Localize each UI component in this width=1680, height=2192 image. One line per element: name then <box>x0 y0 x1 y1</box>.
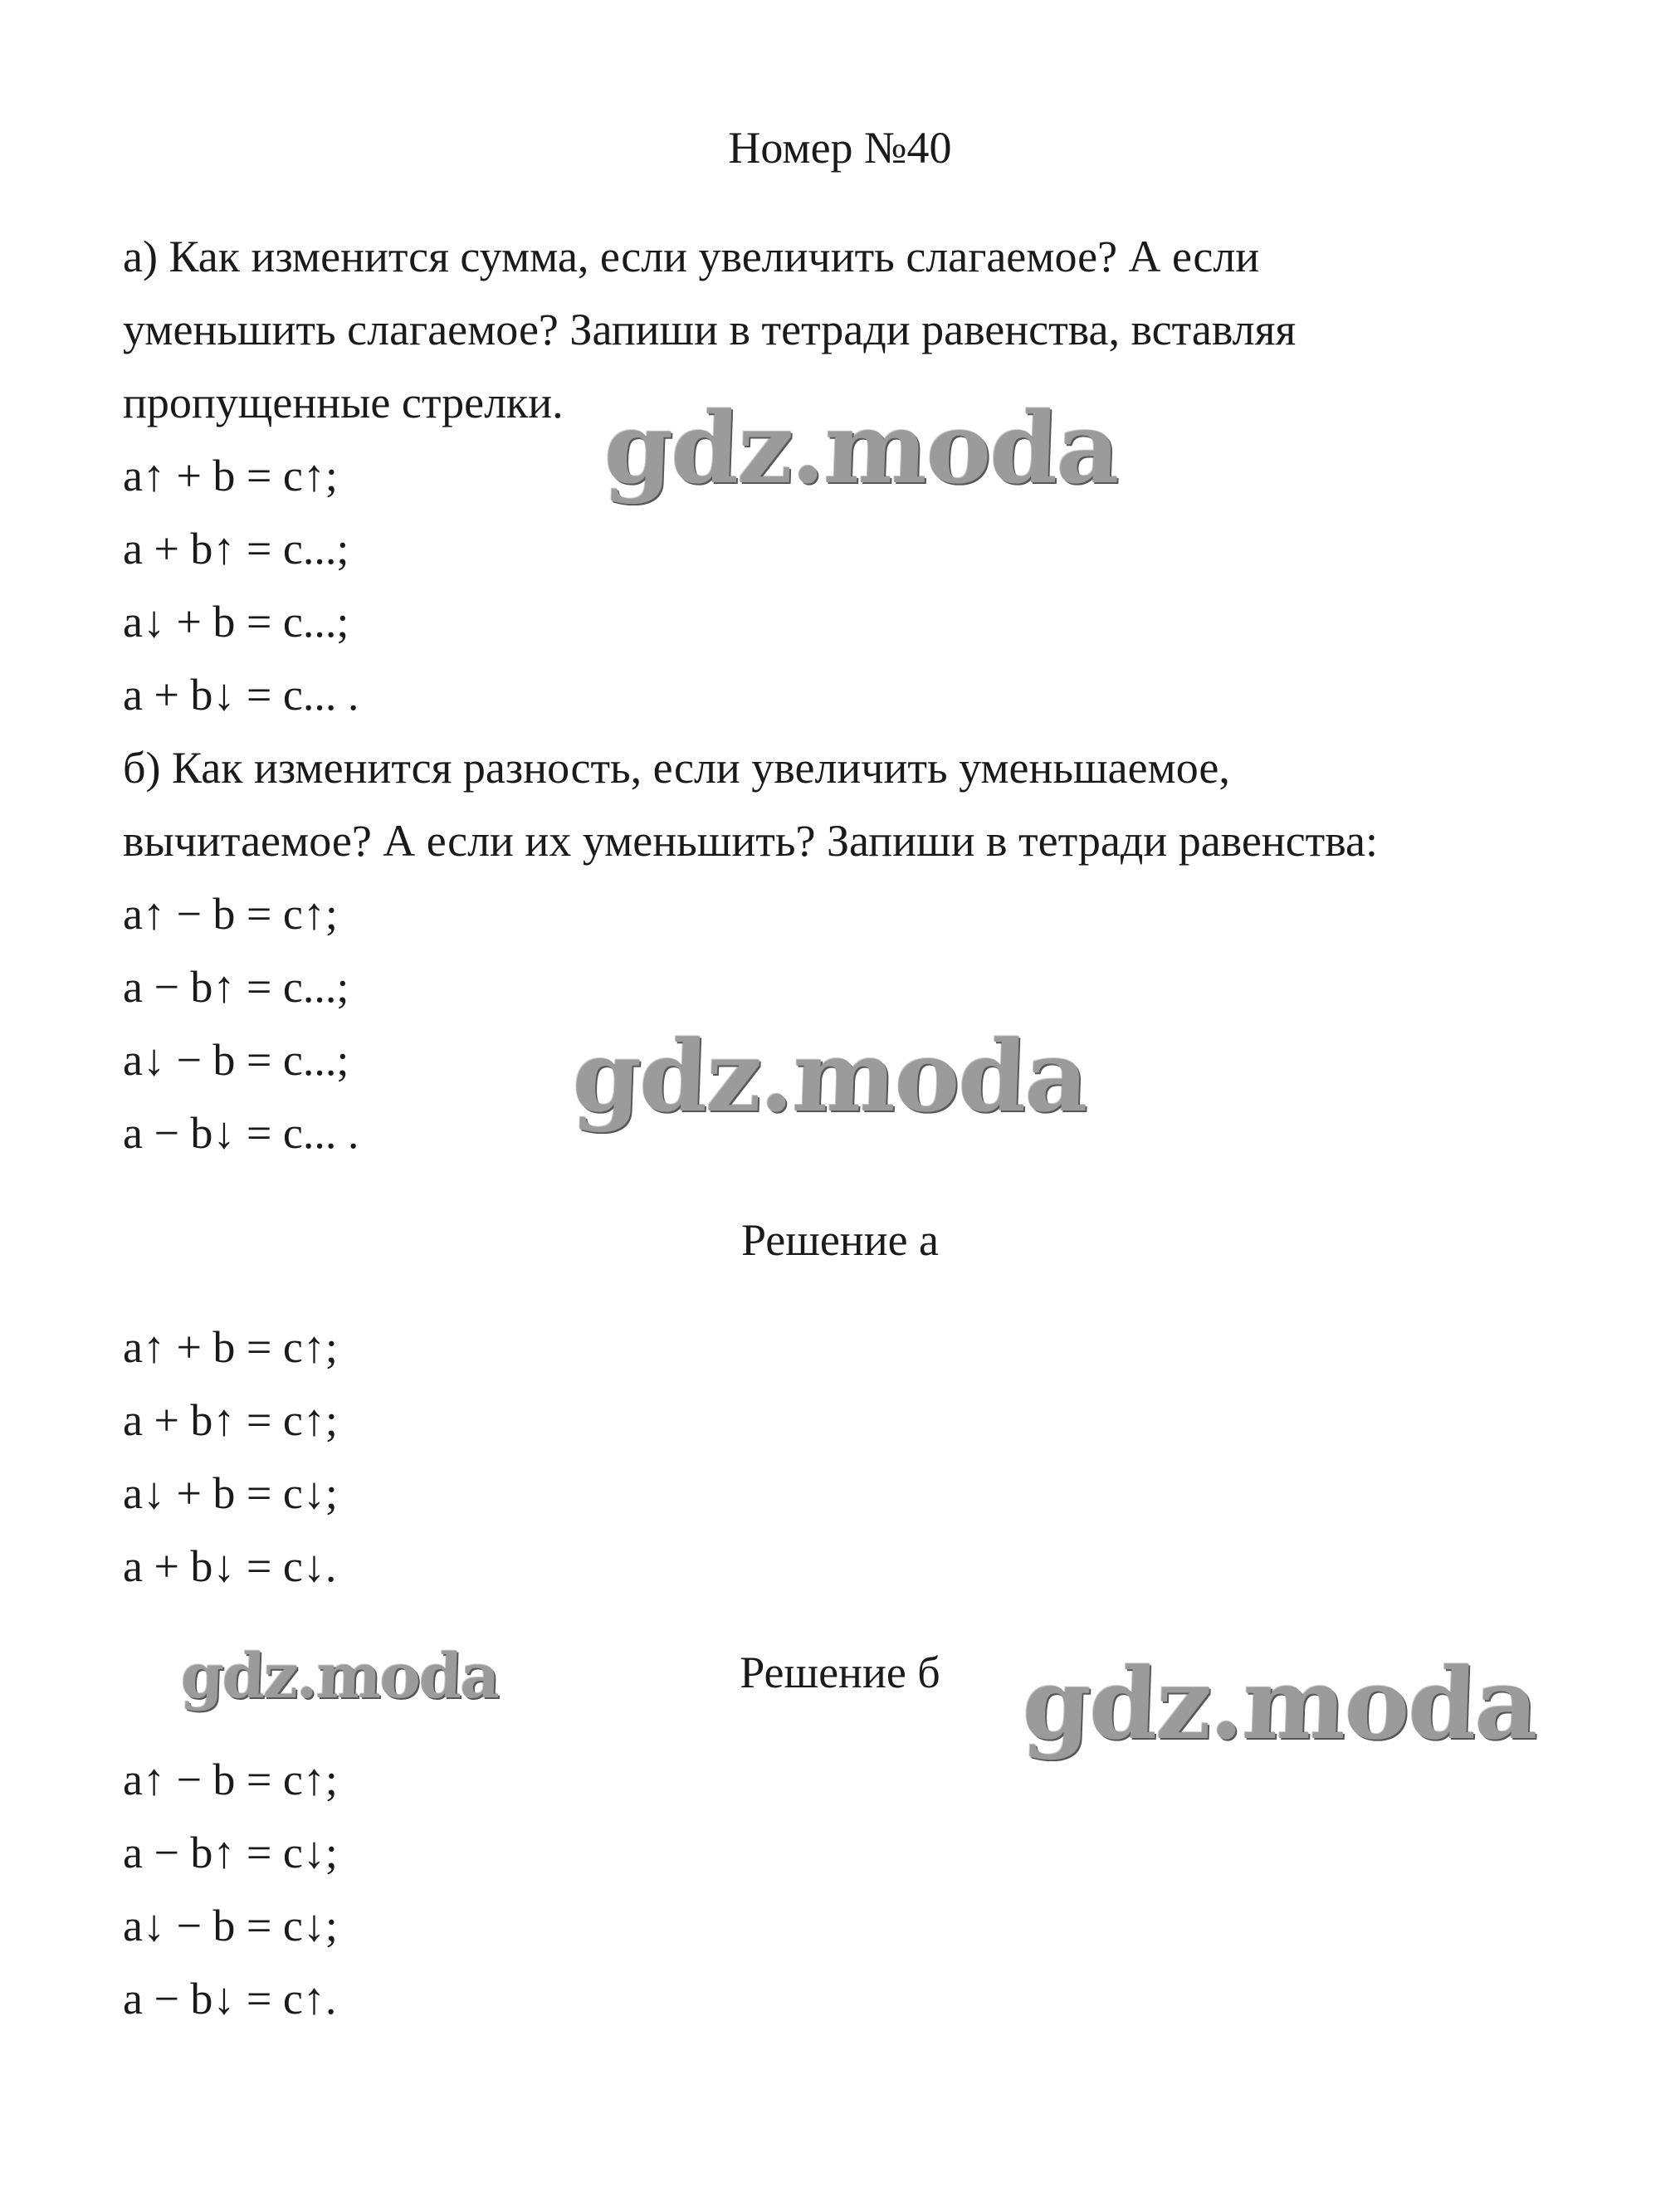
solution-b-equation: a↓ − b = c↓; <box>123 1901 338 1950</box>
part-a-question-line: пропущенные стрелки. <box>123 378 564 427</box>
watermark: gdz.moda <box>1020 1646 1540 1761</box>
part-a-question-line: уменьшить слагаемое? Запиши в тетради равенства, вставляя <box>123 305 1297 354</box>
watermark: gdz.moda <box>570 1018 1090 1134</box>
solution-a-equation: a + b↓ = c↓. <box>123 1541 337 1591</box>
page-title: Номер №40 <box>728 123 952 173</box>
solution-a-equation: a + b↑ = c↑; <box>123 1395 338 1445</box>
solution-b-equation: a − b↓ = c↑. <box>123 1974 337 2024</box>
solution-a-equation: a↑ + b = c↑; <box>123 1322 338 1372</box>
part-a-equation: a↑ + b = c↑; <box>123 451 338 500</box>
solution-a-equation: a↓ + b = c↓; <box>123 1468 338 1518</box>
watermark: gdz.moda <box>602 390 1121 505</box>
part-b-question-line: вычитаемое? А если их уменьшить? Запиши в тетради равенства: <box>123 816 1379 866</box>
part-b-question-line: б) Как изменится разность, если увеличить уменьшаемое, <box>123 743 1230 793</box>
part-b-equation: a − b↑ = c...; <box>123 962 349 1012</box>
part-a-question-line: а) Как изменится сумма, если увеличить слагаемое? А если <box>123 232 1260 281</box>
part-a-equation: a + b↑ = c...; <box>123 524 349 574</box>
solution-b-heading: Решение б <box>740 1648 940 1697</box>
solution-b-equation: a↑ − b = c↑; <box>123 1755 338 1804</box>
part-a-equation: a + b↓ = c... . <box>123 670 359 720</box>
part-a-equation: a↓ + b = c...; <box>123 597 349 647</box>
solution-a-heading: Решение а <box>740 1215 940 1265</box>
part-b-equation: a↓ − b = c...; <box>123 1035 349 1085</box>
watermark: gdz.moda <box>179 1641 501 1712</box>
solution-b-equation: a − b↑ = c↓; <box>123 1828 338 1877</box>
part-b-equation: a − b↓ = c... . <box>123 1108 359 1158</box>
part-b-equation: a↑ − b = c↑; <box>123 889 338 939</box>
